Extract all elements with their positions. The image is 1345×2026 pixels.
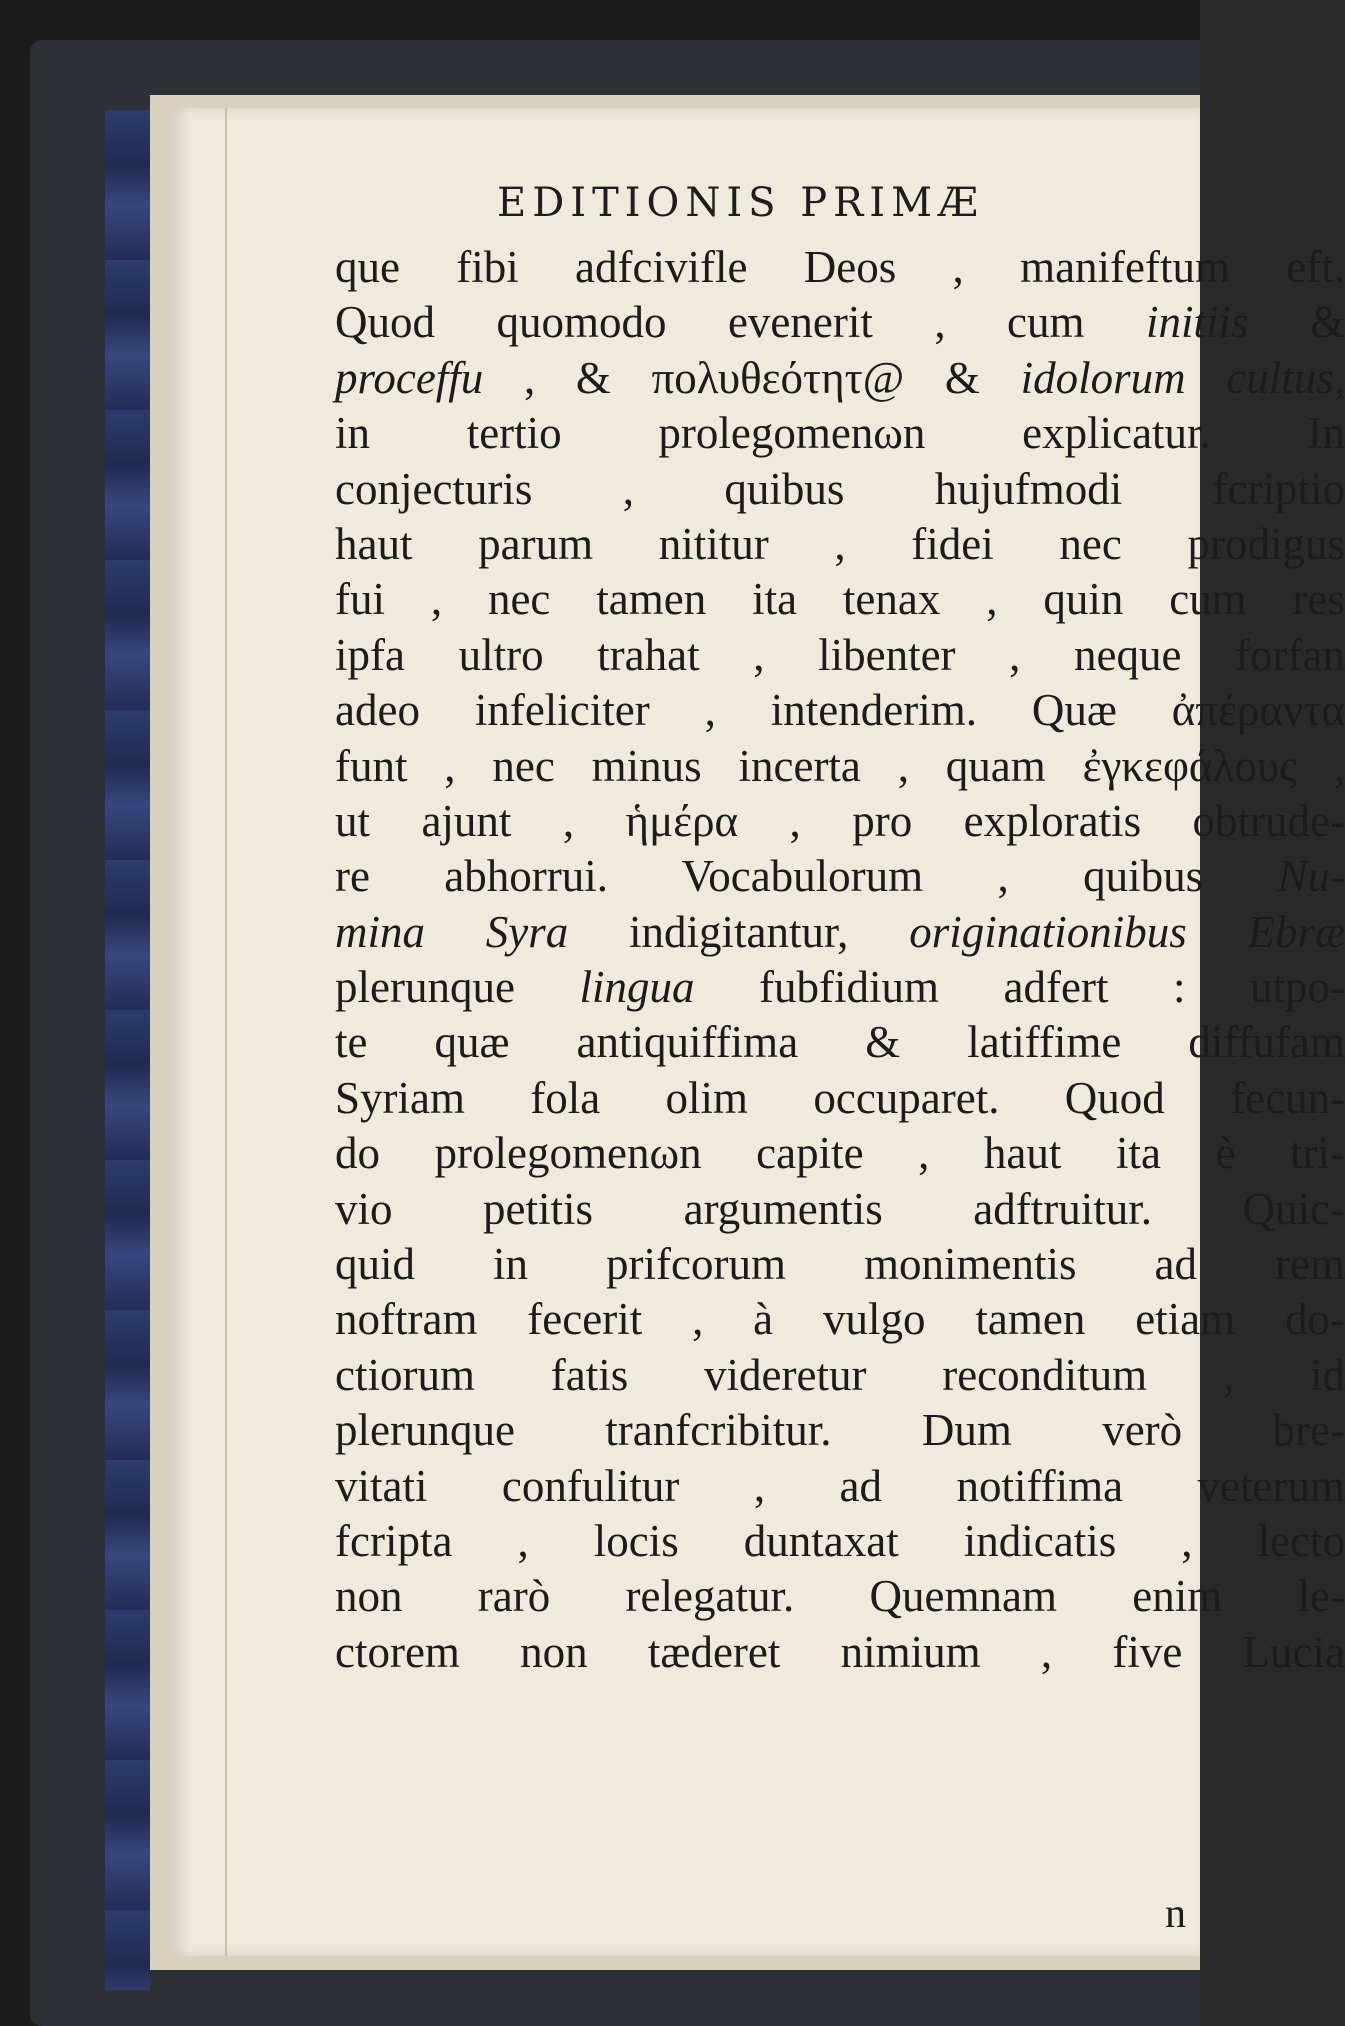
- text-line: [335, 295, 1345, 350]
- page-gutter-edge: [225, 108, 227, 1956]
- italic-segment: idolorum cultus: [1020, 352, 1334, 403]
- text-line: [335, 1292, 1345, 1347]
- text-line: [335, 683, 1345, 738]
- text-line: [335, 1569, 1345, 1624]
- roman-segment: vio petitis argumentis adftruitur. Quic-: [335, 1183, 1345, 1234]
- roman-segment: conjecturis , quibus hujufmodi fcriptio: [335, 463, 1345, 514]
- running-header: EDITIONIS PRIMÆ: [497, 180, 985, 226]
- book-page: [172, 108, 1345, 1956]
- roman-segment: adeo infeliciter , intenderim. Quæ ἀπέραντα: [335, 685, 1345, 736]
- text-line: [335, 240, 1345, 295]
- text-line: [335, 1403, 1345, 1458]
- text-line: [335, 1182, 1345, 1237]
- italic-segment: lingua: [579, 962, 695, 1013]
- roman-segment: noftram fecerit , à vulgo tamen etiam do-: [335, 1294, 1345, 1345]
- text-line: [335, 849, 1345, 904]
- text-line: [335, 1071, 1345, 1126]
- roman-segment: ut ajunt , ἡμέρα , pro exploratis obtrude-: [335, 795, 1345, 846]
- roman-segment: fcripta , locis duntaxat indicatis , lecto: [335, 1515, 1345, 1566]
- text-line: [335, 1348, 1345, 1403]
- roman-segment: ipfa ultro trahat , libenter , neque forfan: [335, 629, 1345, 680]
- body-text: [335, 240, 1345, 1680]
- roman-segment: vitati confulitur , ad notiffima veterum: [335, 1460, 1345, 1511]
- roman-segment: funt , nec minus incerta , quam ἐγκεφάλους ,: [335, 740, 1345, 791]
- text-line: [335, 406, 1345, 461]
- italic-segment: initiis: [1145, 297, 1249, 348]
- text-line: [335, 739, 1345, 794]
- text-line: [335, 462, 1345, 517]
- roman-segment: haut parum nititur , fidei nec prodigus: [335, 518, 1345, 569]
- roman-segment: re abhorrui. Vocabulorum , quibus: [335, 851, 1278, 902]
- text-line: [335, 572, 1345, 627]
- roman-segment: ctiorum fatis videretur reconditum , id: [335, 1349, 1345, 1400]
- italic-segment: proceffu: [335, 352, 484, 403]
- text-line: [335, 517, 1345, 572]
- roman-segment: &: [1248, 297, 1345, 348]
- text-line: [335, 1126, 1345, 1181]
- roman-segment: ,: [1333, 352, 1345, 403]
- italic-segment: Nu-: [1277, 851, 1345, 902]
- italic-segment: mina Syra: [335, 906, 569, 957]
- roman-segment: quid in prifcorum monimentis ad rem: [335, 1239, 1345, 1290]
- italic-segment: originationibus Ebræ: [909, 906, 1345, 957]
- roman-segment: fubfidium adfert : utpo-: [694, 962, 1345, 1013]
- text-line: [335, 628, 1345, 683]
- text-line: [335, 960, 1345, 1015]
- roman-segment: ctorem non tæderet nimium , five Lucia: [335, 1626, 1345, 1677]
- cover-marbled-edge: [105, 110, 150, 1990]
- text-line: [335, 1237, 1345, 1292]
- roman-segment: Quod quomodo evenerit , cum: [335, 297, 1146, 348]
- catchword: n: [1165, 1891, 1186, 1937]
- roman-segment: in tertio prolegomenωn explicatur. In: [335, 408, 1345, 459]
- roman-segment: plerunque tranfcribitur. Dum verò bre-: [335, 1405, 1345, 1456]
- text-line: [335, 905, 1345, 960]
- roman-segment: non rarò relegatur. Quemnam enim le-: [335, 1571, 1345, 1622]
- roman-segment: plerunque: [335, 962, 580, 1013]
- text-line: [335, 1015, 1345, 1070]
- roman-segment: do prolegomenωn capite , haut ita è tri-: [335, 1128, 1345, 1179]
- roman-segment: , & πολυθεότητ@ &: [483, 352, 1021, 403]
- roman-segment: Syriam fola olim occuparet. Quod fecun-: [335, 1072, 1345, 1123]
- text-line: [335, 351, 1345, 406]
- text-line: [335, 794, 1345, 849]
- text-line: [335, 1514, 1345, 1569]
- roman-segment: fui , nec tamen ita tenax , quin cum res: [335, 574, 1345, 625]
- roman-segment: que fibi adfcivifle Deos , manifeftum eft.: [335, 242, 1345, 292]
- roman-segment: te quæ antiquiffima & latiffime diffufam: [335, 1017, 1345, 1068]
- roman-segment: indigitantur,: [568, 906, 910, 957]
- text-line: [335, 1459, 1345, 1514]
- text-line: [335, 1625, 1345, 1680]
